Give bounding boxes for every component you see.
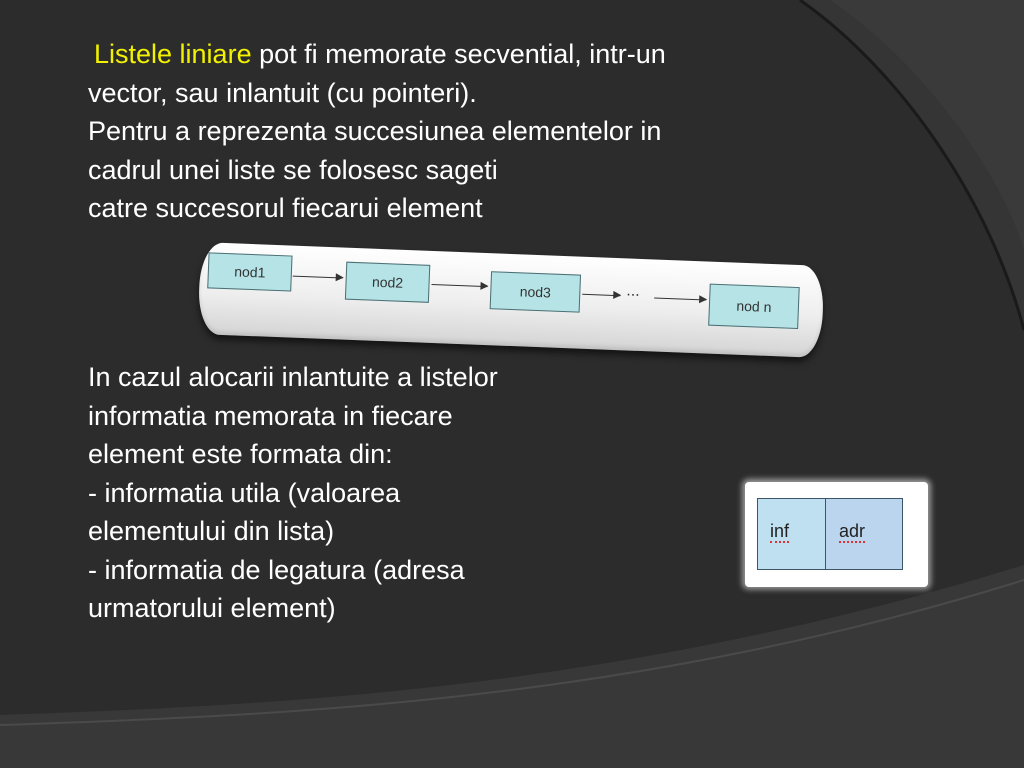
alloc-line-1: In cazul alocarii inlantuite a listelor	[88, 362, 498, 392]
list-node-2: nod2	[345, 262, 430, 303]
allocation-paragraph	[88, 358, 648, 628]
alloc-line-3: element este formata din:	[88, 439, 393, 469]
highlight-term: Listele liniare	[94, 39, 252, 69]
inf-field	[757, 498, 827, 570]
intro-line-4: cadrul unei liste se folosesc sageti	[88, 154, 498, 185]
intro-line-2: vector, sau inlantuit (cu pointeri).	[88, 77, 477, 108]
intro-line-5: catre succesorul fiecarui element	[88, 193, 483, 223]
intro-paragraph	[88, 35, 848, 228]
arrow-4	[654, 297, 706, 300]
ellipsis: ...	[626, 282, 641, 300]
inf-label: inf	[770, 521, 790, 541]
alloc-line-6: - informatia de legatura (adresa	[88, 554, 465, 585]
arrow-3	[582, 294, 620, 296]
alloc-line-5: elementului din lista)	[88, 516, 335, 546]
alloc-line-7: urmatorului element)	[88, 593, 336, 623]
alloc-line-4: - informatia utila (valoarea	[88, 477, 401, 508]
node-structure-figure	[745, 482, 928, 587]
intro-line-3: Pentru a reprezenta succesiunea elementelor in	[88, 116, 662, 146]
list-node-1: nod1	[207, 252, 292, 291]
arrow-1	[293, 276, 343, 279]
alloc-line-2: informatia memorata in fiecare	[88, 400, 453, 431]
adr-field	[825, 498, 903, 570]
list-node-n: nod n	[708, 284, 800, 329]
adr-label: adr	[839, 521, 866, 541]
arrow-2	[432, 284, 488, 287]
list-node-3: nod3	[490, 271, 581, 312]
intro-line-1: Listele liniare pot fi memorate secvential, intr-un	[94, 39, 666, 69]
